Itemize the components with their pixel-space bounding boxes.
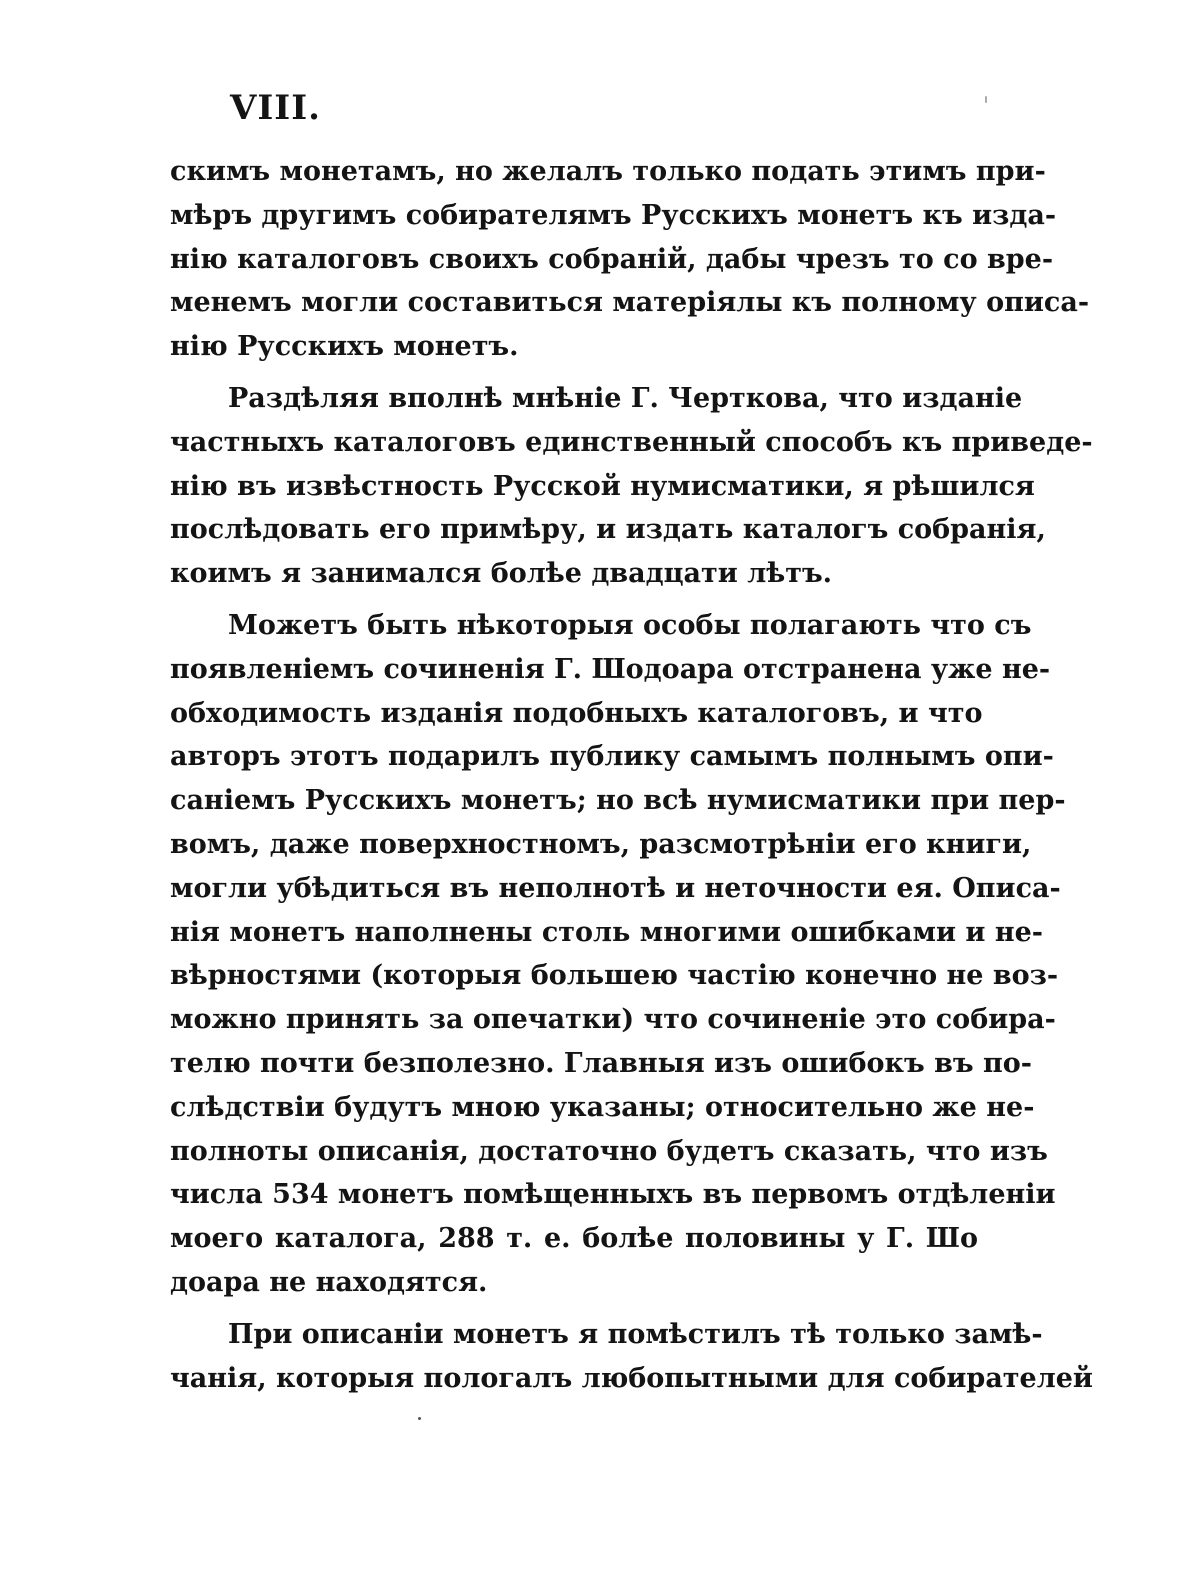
text-line: мѣръ другимъ собирателямъ Русскихъ монетъ къ изда- xyxy=(170,199,1057,231)
text-line: появленіемъ сочиненія Г. Шодоара отстранена уже не- xyxy=(170,653,1051,685)
paragraph xyxy=(170,377,1093,596)
text-line: можно принять за опечатки) что сочиненіе это собира- xyxy=(170,1004,1056,1036)
text-line: нію каталоговъ своихъ собраній, дабы чрезъ то со вре- xyxy=(170,243,1054,275)
text-line: обходимость изданія подобныхъ каталоговъ, и что xyxy=(170,697,983,729)
body-text xyxy=(170,150,1093,1408)
text-line: коимъ я занимался болѣе двадцати лѣтъ. xyxy=(170,558,833,590)
text-line: числа 534 монетъ помѣщенныхъ въ первомъ отдѣленіи xyxy=(170,1179,1056,1211)
text-line: менемъ могли составиться матеріялы къ полному описа- xyxy=(170,287,1090,319)
text-line: могли убѣдиться въ неполнотѣ и неточности ея. Описа- xyxy=(170,872,1061,904)
text-line: чанія, которыя пологалъ любопытными для собирателей xyxy=(170,1362,1093,1394)
text-line: доара не находятся. xyxy=(170,1266,488,1298)
text-line: моего каталога, 288 т. е. болѣе половины у Г. Шо xyxy=(170,1223,978,1255)
text-line: скимъ монетамъ, но желалъ только подать этимъ при- xyxy=(170,156,1046,187)
text-line: полноты описанія, достаточно будетъ сказать, что изъ xyxy=(170,1135,1048,1167)
text-line: нія монетъ наполнены столь многими ошибками и не- xyxy=(170,916,1043,948)
text-line: нію въ извѣстность Русской нумисматики, я рѣшился xyxy=(170,470,1035,502)
text-line: Можетъ быть нѣкоторыя особы полагають что съ xyxy=(228,609,1032,641)
text-line: нію Русскихъ монетъ. xyxy=(170,331,519,363)
text-line: послѣдовать его примѣру, и издать каталогъ собранія, xyxy=(170,514,1046,546)
paragraph xyxy=(170,1313,1093,1401)
text-line: слѣдствіи будутъ мною указаны; относительно же не- xyxy=(170,1091,1035,1123)
text-line: вомъ, даже поверхностномъ, разсмотрѣніи его книги, xyxy=(170,828,1032,860)
text-line: частныхъ каталоговъ единственный способъ къ приведе- xyxy=(170,426,1093,458)
page-number: VIII. xyxy=(230,88,321,128)
text-line: телю почти безполезно. Главныя изъ ошибокъ въ по- xyxy=(170,1047,1032,1079)
scan-speck xyxy=(985,96,987,103)
scan-speck xyxy=(418,1417,421,1420)
paragraph xyxy=(170,150,1090,369)
text-line: авторъ этотъ подарилъ публику самымъ полнымъ опи- xyxy=(170,741,1054,773)
text-line: Раздѣляя вполнѣ мнѣніе Г. Черткова, что изданіе xyxy=(228,382,1023,414)
text-line: саніемъ Русскихъ монетъ; но всѣ нумисматики при пер- xyxy=(170,785,1066,817)
text-line: вѣрностями (которыя большею частію конечно не воз- xyxy=(170,960,1059,992)
paragraph xyxy=(170,604,1066,1305)
text-line: При описаніи монетъ я помѣстилъ тѣ только замѣ- xyxy=(228,1318,1043,1350)
